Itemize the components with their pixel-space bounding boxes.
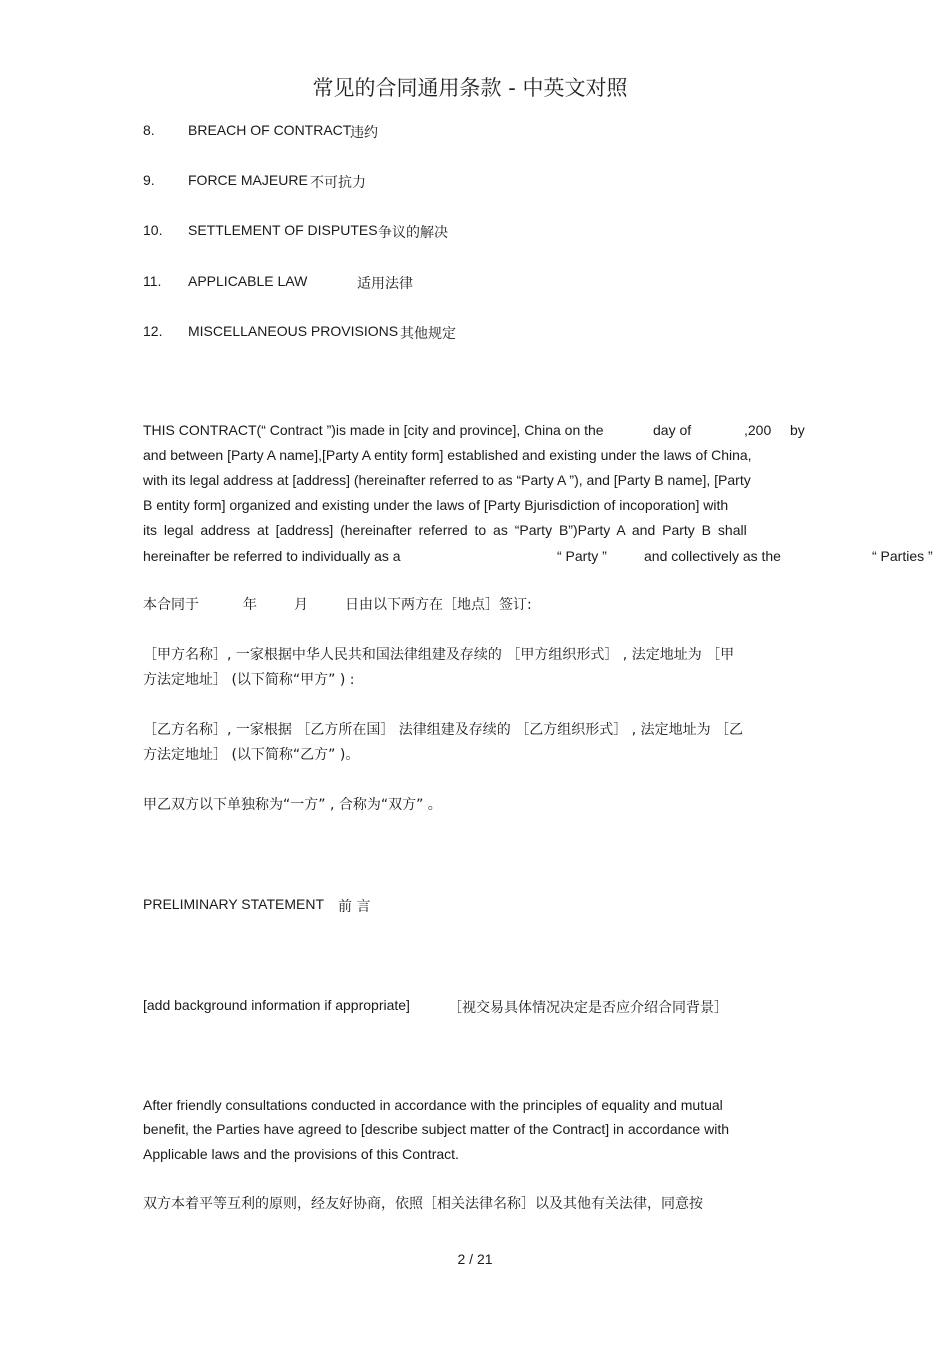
intro-line-6a: hereinafter be referred to individually as a	[143, 548, 401, 564]
preliminary-zh: 前 言	[338, 899, 371, 915]
consult-line-3: Applicable laws and the provisions of this Contract.	[143, 1146, 459, 1162]
background-en: [add background information if appropriate]	[143, 997, 410, 1013]
zh-date-year: 年	[243, 597, 257, 613]
intro-line-2: and between [Party A name],[Party A entity form] established and existing under the laws of China,	[143, 447, 752, 463]
toc-title-en: BREACH OF CONTRACT	[188, 122, 352, 138]
toc-title-zh: 违约	[350, 125, 378, 141]
zh-party-b-line-1: ［乙方名称］, 一家根据 ［乙方所在国］ 法律组建及存续的 ［乙方组织形式］ , 法定地址为 ［乙	[143, 722, 744, 738]
toc-title-en: SETTLEMENT OF DISPUTES	[188, 222, 378, 238]
toc-title-zh: 适用法律	[357, 276, 413, 292]
toc-number: 12.	[143, 323, 163, 339]
intro-line-1: THIS CONTRACT(“ Contract ”)is made in [city and province], China on the	[143, 422, 604, 438]
toc-number: 10.	[143, 222, 163, 238]
zh-date-a: 本合同于	[143, 597, 199, 613]
consult-line-1: After friendly consultations conducted in accordance with the principles of equality and mutual	[143, 1097, 723, 1113]
intro-by: by	[790, 422, 805, 438]
page-title: 常见的合同通用条款 - 中英文对照	[312, 76, 628, 100]
toc-number: 11.	[143, 273, 162, 289]
toc-title-en: APPLICABLE LAW	[188, 273, 308, 289]
zh-date-day: 日由以下两方在［地点］签订:	[345, 597, 532, 613]
intro-line-5: its legal address at [address] (hereinafter referred to as “Party B”)Party A and Party B shall	[143, 522, 747, 538]
intro-line-6c: and collectively as the	[644, 548, 781, 564]
preliminary-en: PRELIMINARY STATEMENT	[143, 896, 324, 912]
consult-paragraph-zh: 双方本着平等互利的原则，经友好协商，依照［相关法律名称］以及其他有关法律，同意按	[143, 1196, 703, 1212]
intro-year: ,200	[744, 422, 772, 438]
toc-title-zh: 不可抗力	[310, 175, 366, 191]
toc-number: 8.	[143, 122, 155, 138]
intro-line-3: with its legal address at [address] (hereinafter referred to as “Party A ”), and [Party B name], [Party	[143, 472, 751, 488]
consult-line-2: benefit, the Parties have agreed to [describe subject matter of the Contract] in accordance with	[143, 1121, 729, 1137]
zh-date-month: 月	[294, 597, 308, 613]
zh-party-b-line-2: 方法定地址］ (以下简称“乙方” )。	[143, 747, 360, 763]
page-number: 2 / 21	[457, 1251, 493, 1267]
intro-line-4: B entity form] organized and existing under the laws of [Party Bjurisdiction of incoporation] with	[143, 497, 729, 513]
intro-party-term: “ Party ”	[557, 548, 607, 564]
zh-parties-line: 甲乙双方以下单独称为“一方” , 合称为“双方” 。	[143, 797, 442, 813]
background-zh: ［视交易具体情况决定是否应介绍合同背景］	[448, 1000, 728, 1016]
intro-day-of: day of	[653, 422, 692, 438]
toc-title-en: MISCELLANEOUS PROVISIONS	[188, 323, 399, 339]
zh-party-a-line-2: 方法定地址］ (以下简称“甲方” ) :	[143, 672, 355, 688]
toc-title-zh: 其他规定	[400, 326, 456, 342]
toc-title-zh: 争议的解决	[378, 225, 448, 241]
toc-title-en: FORCE MAJEURE	[188, 172, 308, 188]
intro-parties-term: “ Parties ”	[872, 548, 933, 564]
zh-party-a-line-1: ［甲方名称］, 一家根据中华人民共和国法律组建及存续的 ［甲方组织形式］ , 法定地址为 ［甲	[143, 647, 735, 663]
toc-number: 9.	[143, 172, 155, 188]
